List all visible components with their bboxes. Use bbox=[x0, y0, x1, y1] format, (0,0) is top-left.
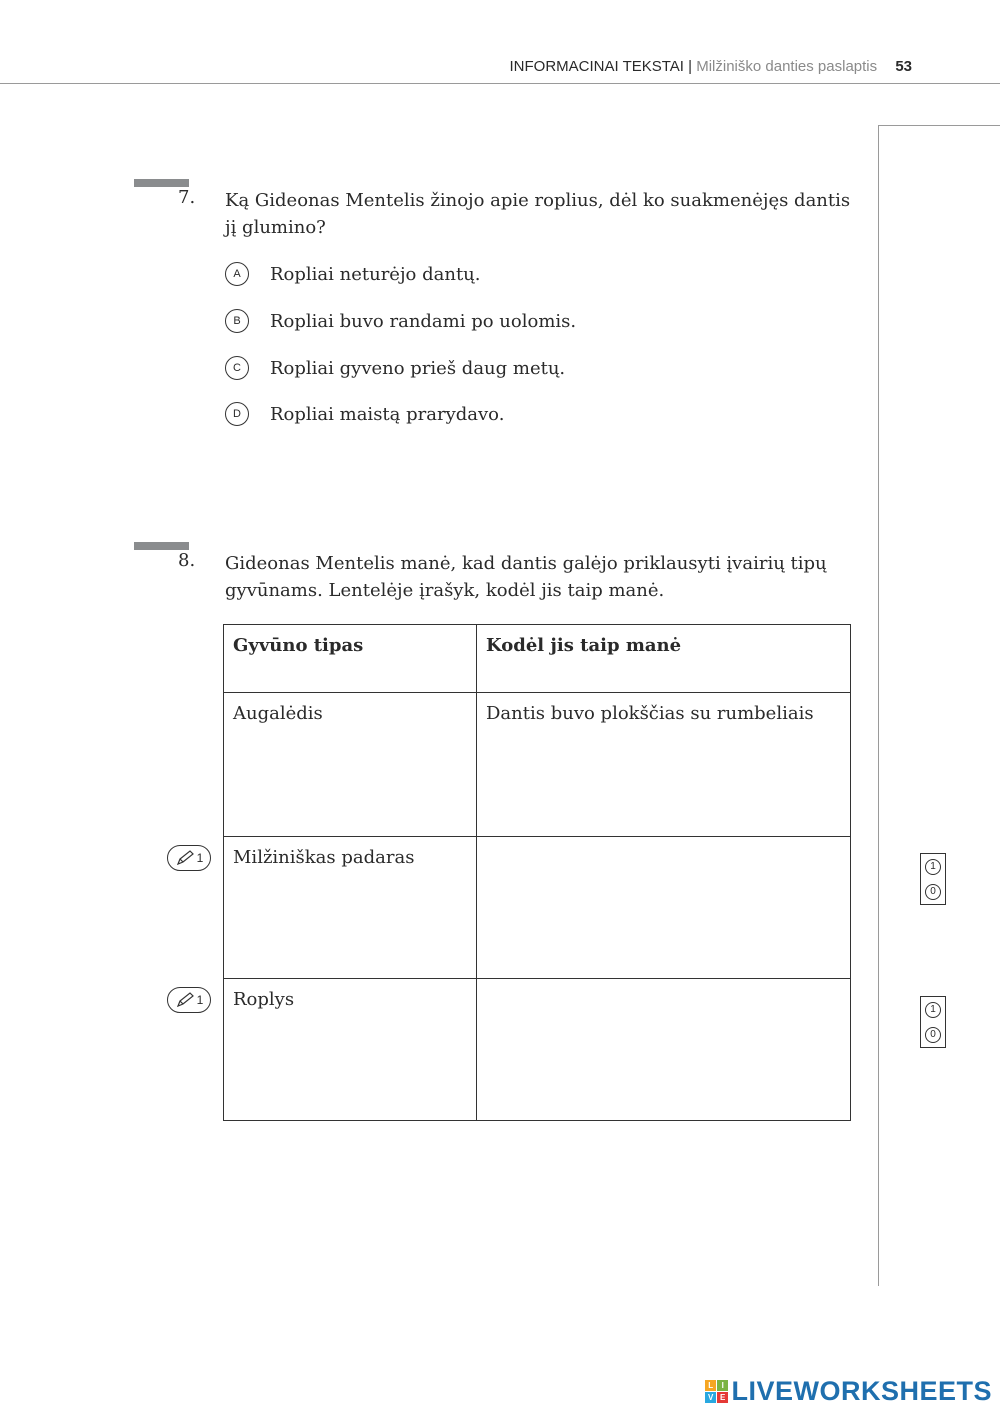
header-section: INFORMACINAI TEKSTAI bbox=[509, 58, 684, 75]
page-header bbox=[510, 58, 913, 75]
option-a[interactable] bbox=[225, 261, 481, 287]
table-row bbox=[224, 837, 851, 979]
pencil-points: 1 bbox=[196, 993, 204, 1007]
option-c-text: Ropliai gyveno prieš daug metų. bbox=[270, 357, 566, 379]
option-c-circle[interactable]: C bbox=[225, 356, 249, 380]
option-b-circle[interactable]: B bbox=[225, 309, 249, 333]
score-box-row-2 bbox=[920, 853, 946, 905]
answer-table bbox=[223, 624, 851, 1121]
header-separator: | bbox=[688, 58, 693, 75]
logo-mark-v: V bbox=[705, 1392, 716, 1403]
pencil-points-badge bbox=[167, 987, 211, 1013]
pencil-icon bbox=[175, 849, 197, 867]
row-3-type: Roplys bbox=[224, 979, 477, 1121]
pencil-points: 1 bbox=[196, 851, 204, 865]
table-header-row bbox=[224, 625, 851, 693]
table-row bbox=[224, 979, 851, 1121]
pencil-icon bbox=[175, 991, 197, 1009]
option-b[interactable] bbox=[225, 308, 576, 334]
score-1-option: 1 bbox=[925, 859, 941, 875]
question-7-marker bbox=[134, 179, 189, 187]
pencil-points-badge bbox=[167, 845, 211, 871]
page-number: 53 bbox=[895, 58, 912, 75]
row-1-type: Augalėdis bbox=[224, 693, 477, 837]
option-b-text: Ropliai buvo randami po uolomis. bbox=[270, 310, 577, 332]
logo-mark bbox=[705, 1380, 728, 1403]
header-divider bbox=[0, 83, 1000, 84]
score-1-option: 1 bbox=[925, 1002, 941, 1018]
header-reason: Kodėl jis taip manė bbox=[477, 625, 851, 693]
question-7-number: 7. bbox=[178, 187, 196, 208]
option-d-text: Ropliai maistą prarydavo. bbox=[270, 403, 505, 425]
option-a-circle[interactable]: A bbox=[225, 262, 249, 286]
option-c[interactable] bbox=[225, 355, 565, 381]
header-animal-type: Gyvūno tipas bbox=[224, 625, 477, 693]
question-8-marker bbox=[134, 542, 189, 550]
table-row bbox=[224, 693, 851, 837]
header-title: Milžiniško danties paslaptis bbox=[696, 58, 878, 75]
logo-mark-l: L bbox=[705, 1380, 716, 1391]
logo-mark-i: I bbox=[717, 1380, 728, 1391]
question-7-text: Ką Gideonas Mentelis žinojo apie roplius, dėl ko suakmenėjęs dantis jį glumino? bbox=[225, 190, 851, 238]
option-a-text: Ropliai neturėjo dantų. bbox=[270, 263, 481, 285]
score-0-option: 0 bbox=[925, 884, 941, 900]
liveworksheets-logo bbox=[705, 1376, 992, 1407]
question-8-number: 8. bbox=[178, 550, 196, 571]
scoring-margin bbox=[878, 125, 1000, 1286]
row-2-type: Milžiniškas padaras bbox=[224, 837, 477, 979]
row-1-reason: Dantis buvo plokščias su rumbeliais bbox=[477, 693, 851, 837]
row-3-reason-input[interactable] bbox=[477, 979, 851, 1121]
score-0-option: 0 bbox=[925, 1027, 941, 1043]
option-d[interactable] bbox=[225, 401, 504, 427]
logo-mark-e: E bbox=[717, 1392, 728, 1403]
row-2-reason-input[interactable] bbox=[477, 837, 851, 979]
question-8-text: Gideonas Mentelis manė, kad dantis galėjo priklausyti įvairių tipų gyvūnams. Lentelėje įrašyk, kodėl jis taip manė. bbox=[225, 553, 827, 601]
option-d-circle[interactable]: D bbox=[225, 402, 249, 426]
score-box-row-3 bbox=[920, 996, 946, 1048]
logo-text: LIVEWORKSHEETS bbox=[731, 1376, 992, 1406]
